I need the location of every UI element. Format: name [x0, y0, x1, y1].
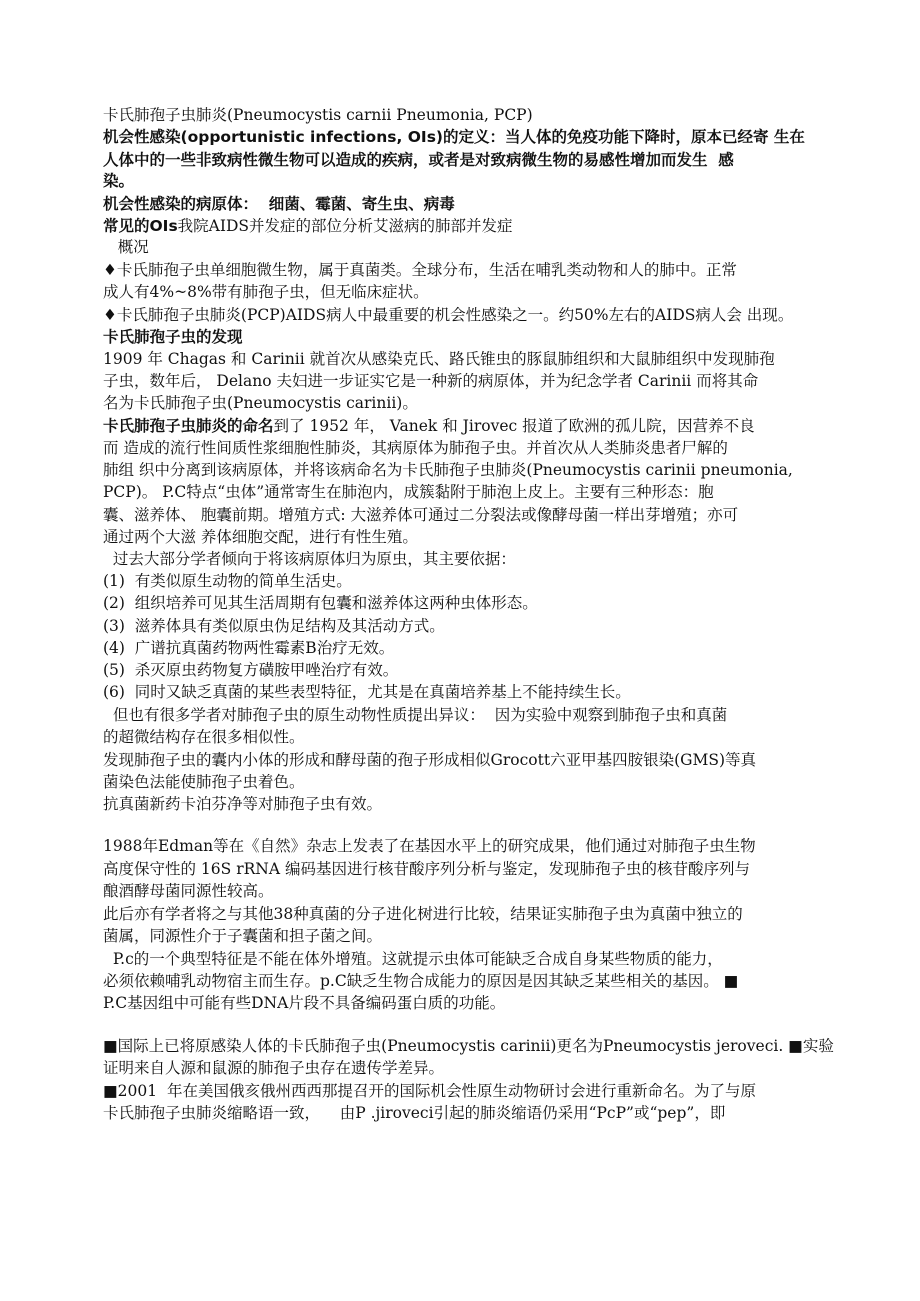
- body-text: 1988年Edman等在《自然》杂志上发表了在基因水平上的研究成果，他们通过对肺孢子虫生物: [103, 837, 756, 855]
- bold-text: 人体中的一些非致病性微生物可以造成的疾病，或者是对致病微生物的易感性增加而发生 感: [103, 151, 734, 169]
- text-line: [103, 993, 505, 1013]
- text-line: [103, 150, 734, 170]
- text-line: [103, 237, 149, 257]
- body-text: 必须依赖哺乳动物宿主而生存。p.C缺乏生物合成能力的原因是因其缺乏某些相关的基因。 ■: [103, 972, 739, 990]
- body-text: 菌属，同源性介于子囊菌和担子菌之间。: [103, 927, 383, 945]
- body-text: 肺组 织中分离到该病原体，并将该病命名为卡氏肺孢子虫肺炎(Pneumocystis carinii pneumonia,: [103, 461, 793, 479]
- body-text: PCP)。 P.C特点“虫体”通常寄生在肺泡内，成簇黏附于肺泡上皮上。主要有三种形态：胞: [103, 483, 714, 501]
- body-text: P.c的一个典型特征是不能在体外增殖。这就提示虫体可能缺乏合成自身某些物质的能力，: [103, 950, 723, 968]
- bold-text: 机会性感染的病原体： 细菌、霉菌、寄生虫、病毒: [103, 195, 455, 213]
- body-text: 成人有4%~8%带有肺孢子虫，但无临床症状。: [103, 283, 429, 301]
- text-line: [103, 527, 418, 547]
- body-text: 囊、滋养体、 胞囊前期。增殖方式: 大滋养体可通过二分裂法或像酵母菌一样出芽增殖；亦可: [103, 506, 739, 524]
- body-text: 而 造成的流行性间质性浆细胞性肺炎，其病原体为肺孢子虫。并首次从人类肺炎患者尸解的: [103, 439, 728, 457]
- body-text: 我院AIDS并发症的部位分析艾滋病的肺部并发症: [177, 217, 513, 235]
- text-line: [103, 460, 793, 480]
- body-text: ■2001 年在美国俄亥俄州西西那提召开的国际机会性原生动物研讨会进行重新命名。为了与原: [103, 1082, 756, 1100]
- text-line: [103, 1036, 834, 1056]
- text-line: [103, 881, 274, 901]
- bold-text: 机会性感染(opportunistic infections, OIs)的定义：当人体的免疫功能下降时，原本已经寄 生在: [103, 128, 805, 146]
- text-line: [103, 127, 805, 147]
- body-text: 概况: [103, 238, 149, 256]
- text-line: [103, 105, 533, 125]
- text-line: [103, 171, 134, 191]
- text-line: [103, 859, 750, 879]
- body-text: 过去大部分学者倾向于将该病原体归为原虫，其主要依据：: [103, 550, 516, 568]
- body-text: (5) 杀灭原虫药物复方磺胺甲唑治疗有效。: [103, 661, 399, 679]
- text-line: [103, 949, 723, 969]
- body-text: (4) 广谱抗真菌药物两性霉素B治疗无效。: [103, 639, 395, 657]
- body-text: 子虫，数年后， Delano 夫妇进一步证实它是一种新的病原体，并为纪念学者 Carinii 而将其命: [103, 372, 759, 390]
- body-text: 发现肺孢子虫的囊内小体的形成和酵母菌的孢子形成相似Grocott六亚甲基四胺银染(GMS)等真: [103, 751, 757, 769]
- text-line: [103, 1103, 725, 1123]
- body-text: 通过两个大滋 养体细胞交配，进行有性生殖。: [103, 528, 418, 546]
- text-line: [103, 926, 382, 946]
- bold-text: 卡氏肺孢子虫肺炎的命名: [103, 417, 274, 435]
- body-text: (2) 组织培养可见其生活周期有包囊和滋养体这两种虫体形态。: [103, 594, 538, 612]
- text-line: [103, 794, 382, 814]
- bold-text: 卡氏肺孢子虫的发现: [103, 328, 243, 346]
- body-text: ♦卡氏肺孢子虫单细胞微生物，属于真菌类。全球分布，生活在哺乳类动物和人的肺中。正常: [103, 261, 737, 279]
- body-text: 名为卡氏肺孢子虫(Pneumocystis carinii)。: [103, 394, 418, 412]
- body-text: (1) 有类似原生动物的简单生活史。: [103, 572, 352, 590]
- body-text: 高度保守性的 16S rRNA 编码基因进行核苷酸序列分析与鉴定，发现肺孢子虫的核苷酸序列与: [103, 860, 750, 878]
- body-text: ♦卡氏肺孢子虫肺炎(PCP)AIDS病人中最重要的机会性感染之一。约50%左右的AIDS病人会 出现。: [103, 306, 794, 324]
- body-text: 证明来自人源和鼠源的肺孢子虫存在遗传学差异。: [103, 1059, 445, 1077]
- body-text: 到了 1952 年， Vanek 和 Jirovec 报道了欧洲的孤儿院，因营养不良: [273, 417, 755, 435]
- text-line: [103, 393, 418, 413]
- bold-text: 染。: [103, 172, 135, 190]
- text-line: [103, 416, 755, 436]
- text-line: [103, 616, 445, 636]
- text-line: [103, 282, 429, 302]
- text-line: [103, 772, 305, 792]
- text-line: [103, 750, 756, 770]
- text-line: [103, 1058, 444, 1078]
- text-line: [103, 836, 756, 856]
- body-text: 菌染色法能使肺孢子虫着色。: [103, 773, 305, 791]
- body-text: 1909 年 Chagas 和 Carinii 就首次从感染克氏、路氏锥虫的豚鼠肺组织和大鼠肺组织中发现肺孢: [103, 350, 775, 368]
- body-text: 卡氏肺孢子虫肺炎(Pneumocystis carnii Pneumonia, PCP): [103, 106, 533, 124]
- text-line: [103, 260, 737, 280]
- text-line: [103, 482, 714, 502]
- body-text: 抗真菌新药卡泊芬净等对肺孢子虫有效。: [103, 795, 383, 813]
- text-line: [103, 194, 455, 214]
- text-line: [103, 971, 738, 991]
- bold-text: 常见的OIs: [103, 217, 178, 235]
- text-line: [103, 593, 538, 613]
- text-line: [103, 638, 394, 658]
- text-line: [103, 305, 793, 325]
- text-line: [103, 705, 727, 725]
- text-line: [103, 1081, 756, 1101]
- text-line: [103, 438, 728, 458]
- body-text: ■国际上已将原感染人体的卡氏肺孢子虫(Pneumocystis carinii)更名为Pneumocystis jeroveci. ■实验: [103, 1037, 834, 1055]
- body-text: 卡氏肺孢子虫肺炎缩略语一致， 由P .jiroveci引起的肺炎缩语仍采用“PcP”或“pep”，即: [103, 1104, 726, 1122]
- body-text: 此后亦有学者将之与其他38种真菌的分子进化树进行比较，结果证实肺孢子虫为真菌中独立的: [103, 905, 743, 923]
- text-line: [103, 660, 398, 680]
- body-text: P.C基因组中可能有些DNA片段不具备编码蛋白质的功能。: [103, 994, 506, 1012]
- body-text: 的超微结构存在很多相似性。: [103, 728, 305, 746]
- text-line: [103, 549, 516, 569]
- body-text: (6) 同时又缺乏真菌的某些表型特征，尤其是在真菌培养基上不能持续生长。: [103, 683, 631, 701]
- text-line: [103, 682, 631, 702]
- text-line: [103, 216, 513, 236]
- body-text: 酿酒酵母菌同源性较高。: [103, 882, 274, 900]
- text-line: [103, 727, 305, 747]
- body-text: 但也有很多学者对肺孢子虫的原生动物性质提出异议： 因为实验中观察到肺孢子虫和真菌: [103, 706, 728, 724]
- text-line: [103, 349, 775, 369]
- text-line: [103, 904, 743, 924]
- text-line: [103, 371, 758, 391]
- text-line: [103, 327, 243, 347]
- text-line: [103, 505, 738, 525]
- body-text: (3) 滋养体具有类似原虫伪足结构及其活动方式。: [103, 617, 445, 635]
- text-line: [103, 571, 352, 591]
